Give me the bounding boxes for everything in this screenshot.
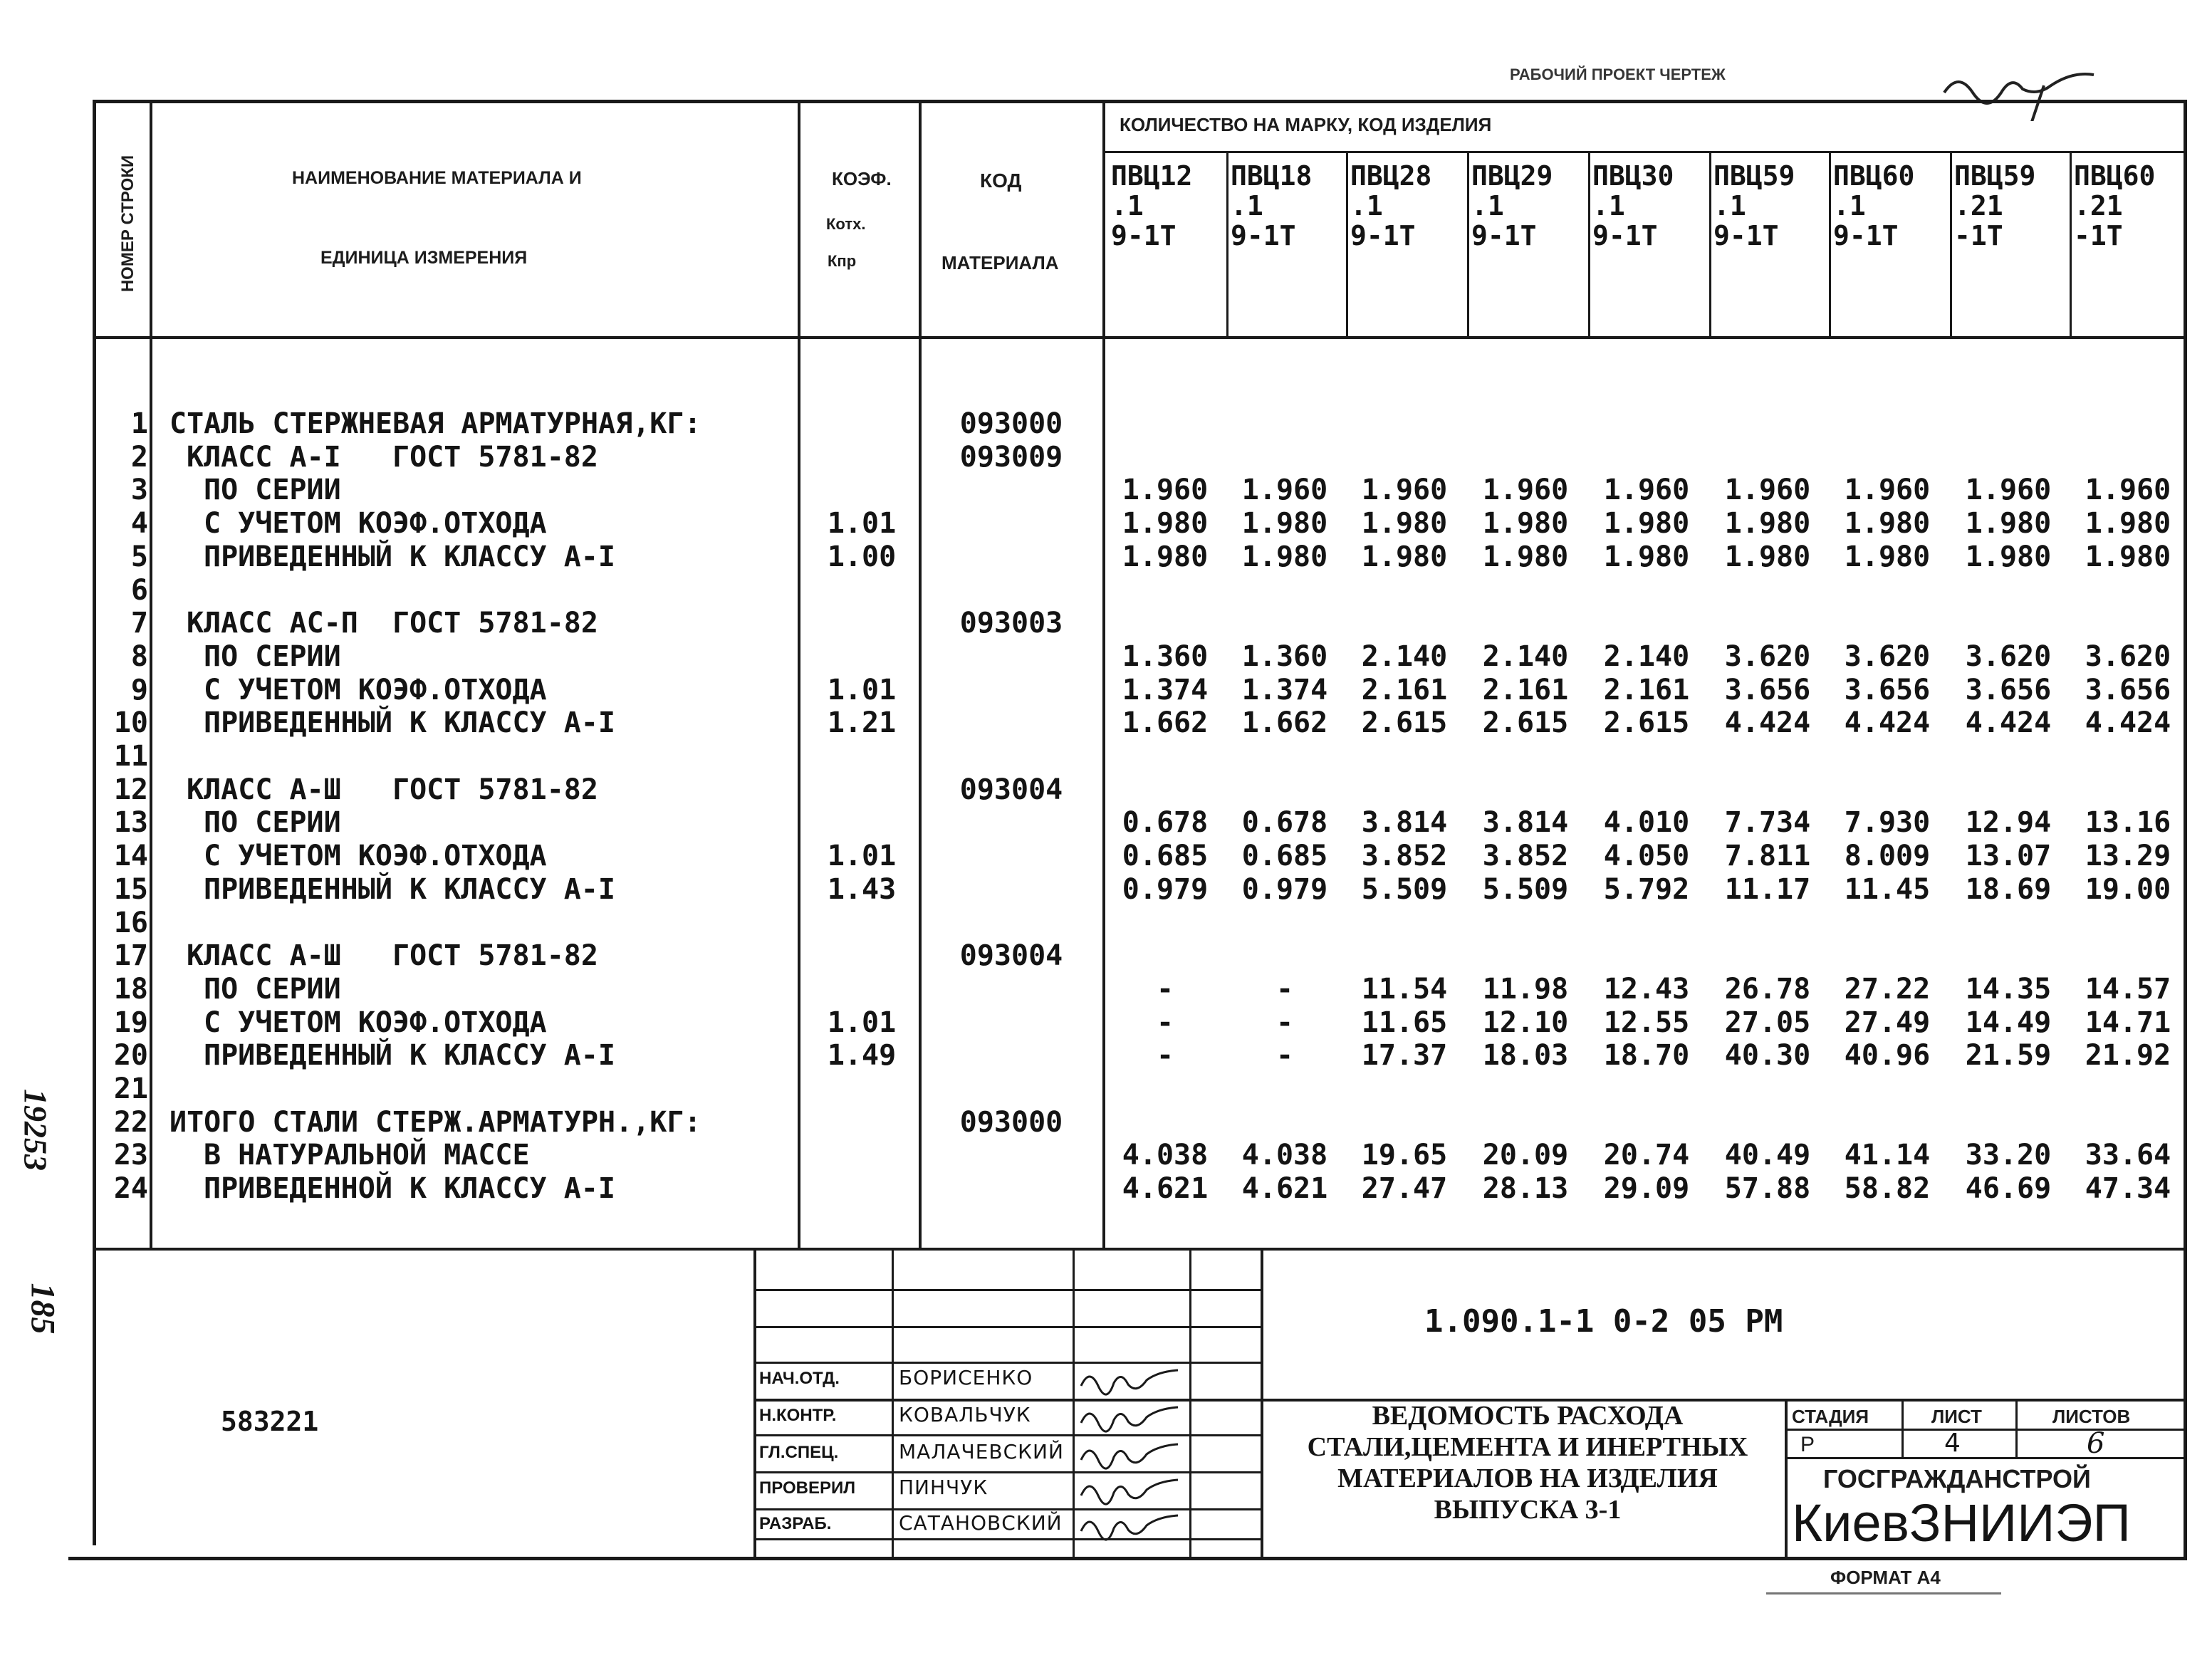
- code-header-2: МАТЕРИАЛА: [941, 252, 1059, 273]
- header-bottom: [93, 336, 2186, 339]
- row-value: 0.678: [1241, 806, 1328, 839]
- row-value: 11.54: [1361, 973, 1448, 1006]
- row-value: 2.140: [1482, 640, 1569, 673]
- product-header-line: 9-1Т: [1231, 220, 1296, 251]
- row-value: 12.55: [1603, 1006, 1690, 1039]
- row-number: 13: [113, 806, 148, 839]
- row-number: 3: [130, 474, 148, 506]
- row-value: 1.662: [1122, 706, 1209, 739]
- table-bottom: [93, 1248, 2186, 1251]
- hline-quantity: [1105, 151, 2186, 153]
- row-value: 1.980: [1844, 507, 1931, 540]
- row-label: ПО СЕРИИ: [204, 806, 341, 839]
- signature: [1077, 1364, 1184, 1399]
- row-value: 33.64: [2085, 1139, 2171, 1171]
- row-value: 1.980: [1603, 507, 1690, 540]
- row-value: 12.10: [1482, 1006, 1569, 1039]
- row-value: 4.038: [1122, 1139, 1209, 1171]
- row-value: 0.685: [1122, 840, 1209, 872]
- signer-name: МАЛАЧЕВСКИЙ: [899, 1440, 1064, 1463]
- frame-top: [93, 100, 2186, 103]
- product-header-line: ПВЦ60: [1833, 160, 1915, 192]
- row-label: КЛАСС А-Ш ГОСТ 5781-82: [187, 939, 598, 972]
- product-header: [2074, 161, 2155, 251]
- format-label: ФОРМАТ А4: [1830, 1567, 1941, 1588]
- row-value: 4.010: [1603, 806, 1690, 839]
- row-number: 9: [130, 674, 148, 706]
- row-value: 4.038: [1241, 1139, 1328, 1171]
- product-header-line: .1: [1471, 190, 1504, 221]
- row-value: 1.960: [2085, 474, 2171, 506]
- row-value: 7.811: [1724, 840, 1811, 872]
- row-value: 12.43: [1603, 973, 1690, 1006]
- top-stamp: РАБОЧИЙ ПРОЕКТ ЧЕРТЕЖ: [1510, 66, 1726, 83]
- signer-name: САТАНОВСКИЙ: [899, 1511, 1063, 1535]
- row-value: 7.930: [1844, 806, 1931, 839]
- frame-bottom: [68, 1557, 2187, 1560]
- row-label: В НАТУРАЛЬНОЙ МАССЕ: [204, 1139, 530, 1171]
- row-value: 3.656: [1724, 674, 1811, 706]
- product-header-line: 9-1Т: [1713, 220, 1779, 251]
- k-pr-header: Кпр: [828, 252, 857, 270]
- row-value: -: [1156, 1006, 1174, 1039]
- row-value: 3.656: [2085, 674, 2171, 706]
- sheet-label: ЛИСТ: [1931, 1406, 1982, 1427]
- row-value: 1.980: [1361, 507, 1448, 540]
- row-number: 16: [113, 907, 148, 939]
- product-header-line: ПВЦ18: [1231, 160, 1313, 192]
- row-value: 11.98: [1482, 973, 1569, 1006]
- sheet-value: 4: [1944, 1429, 1961, 1458]
- row-value: 27.22: [1844, 973, 1931, 1006]
- signer-role: Н.КОНТР.: [759, 1406, 837, 1425]
- row-value: 1.980: [1361, 541, 1448, 573]
- row-value: -: [1156, 973, 1174, 1006]
- product-header: [1111, 161, 1192, 251]
- row-value: 5.792: [1603, 873, 1690, 906]
- signer-role: ПРОВЕРИЛ: [759, 1478, 856, 1498]
- row-value: 0.979: [1241, 873, 1328, 906]
- doc-number: 583221: [221, 1406, 319, 1437]
- row-code: 093009: [959, 441, 1063, 474]
- signature: [1077, 1439, 1184, 1473]
- row-value: 4.424: [1724, 706, 1811, 739]
- row-value: 2.161: [1482, 674, 1569, 706]
- row-value: 1.980: [1482, 541, 1569, 573]
- row-value: 1.662: [1241, 706, 1328, 739]
- row-value: 1.960: [1361, 474, 1448, 506]
- page-number: 185: [24, 1283, 62, 1335]
- row-value: 19.65: [1361, 1139, 1448, 1171]
- signer-name: БОРИСЕНКО: [899, 1366, 1033, 1389]
- row-label: ИТОГО СТАЛИ СТЕРЖ.АРМАТУРН.,КГ:: [169, 1106, 701, 1139]
- row-number: 20: [113, 1039, 148, 1072]
- row-value: -: [1275, 973, 1294, 1006]
- sheets-label: ЛИСТОВ: [2052, 1406, 2131, 1427]
- row-label: ПРИВЕДЕННЫЙ К КЛАССУ А-I: [204, 873, 615, 906]
- row-value: 18.03: [1482, 1039, 1569, 1072]
- product-header-line: -1Т: [2074, 220, 2123, 251]
- row-value: 2.615: [1361, 706, 1448, 739]
- row-value: 2.615: [1482, 706, 1569, 739]
- row-number: 22: [113, 1106, 148, 1139]
- row-value: 2.140: [1361, 640, 1448, 673]
- signer-name: ПИНЧУК: [899, 1476, 988, 1499]
- row-number: 8: [130, 640, 148, 673]
- sheets-value: 6: [2087, 1427, 2105, 1460]
- row-label: ПО СЕРИИ: [204, 640, 341, 673]
- row-value: 13.16: [2085, 806, 2171, 839]
- row-code: 093004: [959, 773, 1063, 806]
- row-coef: 1.01: [827, 507, 897, 540]
- row-value: 3.656: [1844, 674, 1931, 706]
- row-value: 28.13: [1482, 1172, 1569, 1205]
- row-value: 5.509: [1361, 873, 1448, 906]
- row-value: 1.980: [1965, 541, 2052, 573]
- row-value: 4.621: [1241, 1172, 1328, 1205]
- product-header: [1954, 161, 2035, 251]
- row-value: 27.47: [1361, 1172, 1448, 1205]
- row-number: 10: [113, 706, 148, 739]
- row-value: 5.509: [1482, 873, 1569, 906]
- row-value: 11.17: [1724, 873, 1811, 906]
- row-value: 2.140: [1603, 640, 1690, 673]
- row-number: 19: [113, 1006, 148, 1039]
- product-header: [1713, 161, 1795, 251]
- row-value: 1.960: [1724, 474, 1811, 506]
- sheet-title: ВЕДОМОСТЬ РАСХОДА СТАЛИ,ЦЕМЕНТА И ИНЕРТНЫХ МАТЕРИАЛОВ НА ИЗДЕЛИЯ ВЫПУСКА 3-1: [1307, 1401, 1748, 1525]
- row-value: 0.678: [1122, 806, 1209, 839]
- row-number: 7: [130, 607, 148, 640]
- row-label: С УЧЕТОМ КОЭФ.ОТХОДА: [204, 507, 547, 540]
- row-value: 26.78: [1724, 973, 1811, 1006]
- row-value: 4.424: [1965, 706, 2052, 739]
- row-label: С УЧЕТОМ КОЭФ.ОТХОДА: [204, 674, 547, 706]
- row-value: 14.57: [2085, 973, 2171, 1006]
- row-value: 29.09: [1603, 1172, 1690, 1205]
- row-value: 57.88: [1724, 1172, 1811, 1205]
- row-value: 2.161: [1361, 674, 1448, 706]
- row-value: 21.59: [1965, 1039, 2052, 1072]
- row-value: 3.814: [1361, 806, 1448, 839]
- row-label: ПРИВЕДЕННЫЙ К КЛАССУ А-I: [204, 1039, 615, 1072]
- unit-header: ЕДИНИЦА ИЗМЕРЕНИЯ: [320, 248, 528, 268]
- row-number: 5: [130, 541, 148, 573]
- signer-role: ГЛ.СПЕЦ.: [759, 1443, 839, 1462]
- row-coef: 1.00: [827, 541, 897, 573]
- row-value: 1.980: [1603, 541, 1690, 573]
- row-number: 12: [113, 773, 148, 806]
- row-value: 1.980: [2085, 507, 2171, 540]
- product-header: [1833, 161, 1914, 251]
- product-header: [1592, 161, 1674, 251]
- row-label: ПРИВЕДЕННЫЙ К КЛАССУ А-I: [204, 706, 615, 739]
- row-value: 1.980: [1844, 541, 1931, 573]
- k-otx-header: Котх.: [826, 215, 866, 233]
- row-value: 1.360: [1122, 640, 1209, 673]
- product-header: [1471, 161, 1553, 251]
- org-name: ГОСГРАЖДАНСТРОЙ: [1823, 1464, 2091, 1493]
- vline-rownum: [150, 100, 152, 1249]
- row-value: 1.980: [1122, 541, 1209, 573]
- vline-code: [1102, 100, 1105, 1249]
- row-label: КЛАСС А-Ш ГОСТ 5781-82: [187, 773, 598, 806]
- row-value: 1.374: [1122, 674, 1209, 706]
- row-value: 11.65: [1361, 1006, 1448, 1039]
- row-value: -: [1156, 1039, 1174, 1072]
- row-value: 1.980: [1965, 507, 2052, 540]
- product-header-line: .1: [1111, 190, 1144, 221]
- row-value: 3.620: [1965, 640, 2052, 673]
- row-number: 1: [130, 407, 148, 440]
- product-header-line: 9-1Т: [1111, 220, 1177, 251]
- product-header-line: .1: [1231, 190, 1263, 221]
- row-value: 21.92: [2085, 1039, 2171, 1072]
- row-number: 15: [113, 873, 148, 906]
- row-coef: 1.01: [827, 674, 897, 706]
- row-value: 11.45: [1844, 873, 1931, 906]
- product-header: [1231, 161, 1312, 251]
- row-value: 27.49: [1844, 1006, 1931, 1039]
- row-number: 14: [113, 840, 148, 872]
- row-value: 27.05: [1724, 1006, 1811, 1039]
- row-number: 24: [113, 1172, 148, 1205]
- row-number: 18: [113, 973, 148, 1006]
- signer-role: НАЧ.ОТД.: [759, 1369, 840, 1388]
- row-value: 1.374: [1241, 674, 1328, 706]
- row-value: 1.960: [1122, 474, 1209, 506]
- row-coef: 1.01: [827, 1006, 897, 1039]
- product-header-line: 9-1Т: [1833, 220, 1899, 251]
- row-label: ПО СЕРИИ: [204, 973, 341, 1006]
- row-value: 2.161: [1603, 674, 1690, 706]
- product-header-line: ПВЦ60: [2074, 160, 2156, 192]
- product-header-line: .21: [2074, 190, 2123, 221]
- product-header-line: 9-1Т: [1350, 220, 1416, 251]
- row-value: 3.620: [1844, 640, 1931, 673]
- row-value: 17.37: [1361, 1039, 1448, 1072]
- vline-name: [798, 100, 800, 1249]
- row-value: 1.980: [1482, 507, 1569, 540]
- row-value: -: [1275, 1006, 1294, 1039]
- row-value: 40.49: [1724, 1139, 1811, 1171]
- row-value: 1.360: [1241, 640, 1328, 673]
- row-value: 41.14: [1844, 1139, 1931, 1171]
- row-label: ПРИВЕДЕННЫЙ К КЛАССУ А-I: [204, 541, 615, 573]
- row-number: 2: [130, 441, 148, 474]
- row-value: 14.71: [2085, 1006, 2171, 1039]
- row-value: 47.34: [2085, 1172, 2171, 1205]
- row-value: 0.685: [1241, 840, 1328, 872]
- product-header-line: 9-1Т: [1592, 220, 1658, 251]
- quantity-header: КОЛИЧЕСТВО НА МАРКУ, КОД ИЗДЕЛИЯ: [1120, 114, 1492, 135]
- row-value: 1.960: [1603, 474, 1690, 506]
- vline-coef: [919, 100, 922, 1249]
- row-value: 7.734: [1724, 806, 1811, 839]
- product-header-line: ПВЦ28: [1350, 160, 1432, 192]
- row-value: -: [1275, 1039, 1294, 1072]
- product-header-line: .1: [1833, 190, 1866, 221]
- row-code: 093003: [959, 607, 1063, 640]
- row-value: 19.00: [2085, 873, 2171, 906]
- coef-header: КОЭФ.: [832, 168, 892, 189]
- row-value: 1.960: [1844, 474, 1931, 506]
- designation: 1.090.1-1 0-2 05 РМ: [1424, 1303, 1783, 1340]
- product-header: [1350, 161, 1431, 251]
- row-value: 46.69: [1965, 1172, 2052, 1205]
- row-label: КЛАСС А-I ГОСТ 5781-82: [187, 441, 598, 474]
- row-value: 1.980: [1122, 507, 1209, 540]
- row-label: С УЧЕТОМ КОЭФ.ОТХОДА: [204, 840, 547, 872]
- row-value: 13.29: [2085, 840, 2171, 872]
- row-coef: 1.43: [827, 873, 897, 906]
- product-header-line: ПВЦ29: [1471, 160, 1553, 192]
- signature: [1077, 1474, 1184, 1508]
- row-coef: 1.49: [827, 1039, 897, 1072]
- row-value: 3.620: [2085, 640, 2171, 673]
- row-number: 6: [130, 574, 148, 607]
- row-coef: 1.01: [827, 840, 897, 872]
- row-value: 4.424: [2085, 706, 2171, 739]
- frame-left: [93, 100, 96, 1545]
- product-header-line: .1: [1592, 190, 1625, 221]
- row-value: 4.424: [1844, 706, 1931, 739]
- row-value: 3.852: [1482, 840, 1569, 872]
- signer-role: РАЗРАБ.: [759, 1514, 832, 1533]
- product-header-line: .1: [1713, 190, 1746, 221]
- material-name-header: НАИМЕНОВАНИЕ МАТЕРИАЛА И: [292, 168, 582, 188]
- row-value: 3.852: [1361, 840, 1448, 872]
- row-value: 2.615: [1603, 706, 1690, 739]
- row-value: 40.96: [1844, 1039, 1931, 1072]
- row-value: 3.656: [1965, 674, 2052, 706]
- row-value: 1.980: [2085, 541, 2171, 573]
- top-signature: [1937, 57, 2108, 121]
- row-number: 11: [113, 740, 148, 773]
- row-value: 1.980: [1724, 507, 1811, 540]
- row-value: 18.70: [1603, 1039, 1690, 1072]
- row-value: 1.960: [1482, 474, 1569, 506]
- row-value: 14.49: [1965, 1006, 2052, 1039]
- product-header-line: ПВЦ30: [1592, 160, 1674, 192]
- row-value: 0.979: [1122, 873, 1209, 906]
- row-label: ПО СЕРИИ: [204, 474, 341, 506]
- signature: [1077, 1402, 1184, 1436]
- row-number-header: НОМЕР СТРОКИ: [118, 155, 137, 293]
- row-value: 58.82: [1844, 1172, 1931, 1205]
- row-value: 20.74: [1603, 1139, 1690, 1171]
- row-value: 1.960: [1965, 474, 2052, 506]
- row-value: 1.980: [1724, 541, 1811, 573]
- row-code: 093004: [959, 939, 1063, 972]
- row-code: 093000: [959, 407, 1063, 440]
- row-value: 3.814: [1482, 806, 1569, 839]
- row-value: 1.980: [1241, 507, 1328, 540]
- product-header-line: -1Т: [1954, 220, 2003, 251]
- product-header-line: ПВЦ59: [1954, 160, 2036, 192]
- code-header: КОД: [980, 169, 1022, 192]
- row-value: 20.09: [1482, 1139, 1569, 1171]
- row-value: 14.35: [1965, 973, 2052, 1006]
- row-value: 33.20: [1965, 1139, 2052, 1171]
- row-number: 17: [113, 939, 148, 972]
- row-number: 23: [113, 1139, 148, 1171]
- row-value: 13.07: [1965, 840, 2052, 872]
- row-value: 12.94: [1965, 806, 2052, 839]
- row-label: СТАЛЬ СТЕРЖНЕВАЯ АРМАТУРНАЯ,КГ:: [169, 407, 701, 440]
- row-label: С УЧЕТОМ КОЭФ.ОТХОДА: [204, 1006, 547, 1039]
- product-header-line: .21: [1954, 190, 2003, 221]
- org-name-2: КиевЗНИИЭП: [1792, 1493, 2131, 1552]
- side-number: 19253: [17, 1089, 54, 1171]
- row-coef: 1.21: [827, 706, 897, 739]
- product-header-line: .1: [1350, 190, 1383, 221]
- row-value: 4.050: [1603, 840, 1690, 872]
- stage-value: Р: [1800, 1433, 1815, 1456]
- row-value: 40.30: [1724, 1039, 1811, 1072]
- row-value: 8.009: [1844, 840, 1931, 872]
- row-label: КЛАСС АС-П ГОСТ 5781-82: [187, 607, 598, 640]
- row-value: 3.620: [1724, 640, 1811, 673]
- stage-label: СТАДИЯ: [1792, 1406, 1869, 1427]
- product-header-line: ПВЦ12: [1111, 160, 1193, 192]
- signer-name: КОВАЛЬЧУК: [899, 1403, 1031, 1426]
- product-header-line: ПВЦ59: [1713, 160, 1795, 192]
- row-value: 1.960: [1241, 474, 1328, 506]
- row-number: 21: [113, 1072, 148, 1105]
- row-value: 4.621: [1122, 1172, 1209, 1205]
- row-value: 18.69: [1965, 873, 2052, 906]
- signature: [1077, 1510, 1184, 1544]
- row-code: 093000: [959, 1106, 1063, 1139]
- product-header-line: 9-1Т: [1471, 220, 1537, 251]
- row-value: 1.980: [1241, 541, 1328, 573]
- row-number: 4: [130, 507, 148, 540]
- row-label: ПРИВЕДЕННОЙ К КЛАССУ А-I: [204, 1172, 615, 1205]
